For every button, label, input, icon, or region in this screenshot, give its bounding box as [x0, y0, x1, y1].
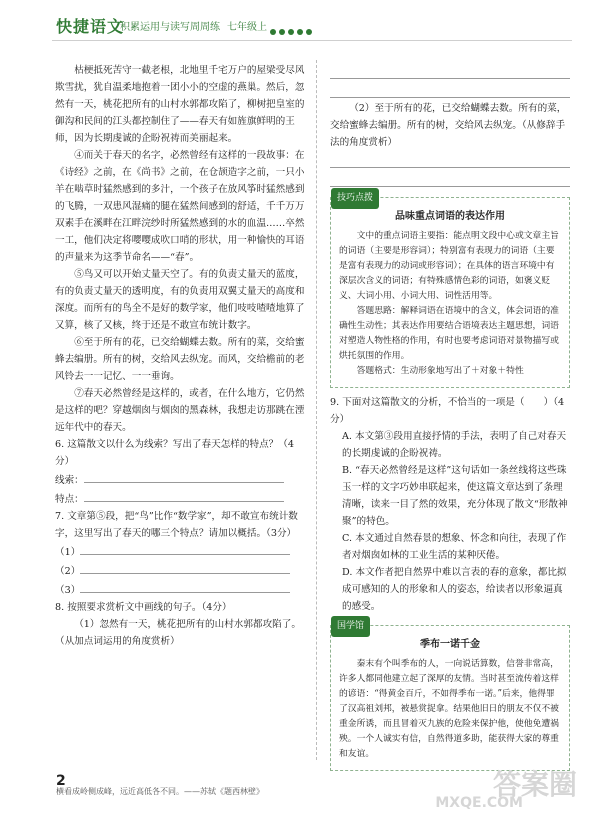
column-divider [316, 60, 318, 760]
guoxue-text: 秦末有个叫季布的人，一向说话算数，信誉非常高，许多人都同他建立起了深厚的友情。当时甚至流传着这样的谚语：“得黄金百斤，不如得季布一诺。”后来，他得罪了汉高祖刘邦，被悬赏捉拿。结果他旧日的朋友不仅不被重金所诱，而且冒着灭九族的危险来保护他，使他免遭祸殃。一个人诚实有信，自然得道多助，能获得大家的尊重和友谊。 [339, 659, 559, 759]
grade-label: 七年级上 [227, 22, 267, 33]
option-d[interactable]: D. 本文作者把自然界中难以言表的春的意象，都比拟成可感知的人的形象和人的姿态，给读者以形象逼真的感受。 [342, 567, 567, 612]
guoxue-title: 季布一诺千金 [420, 639, 480, 650]
tips-text: 答题思路：解释词语在语境中的含义，体会词语的准确性生动性；其表达作用要结合语境表达主题思想，词语对塑造人物性格的作用，有时也要考虑词语对景物描写或烘托氛围的作用。 [339, 306, 559, 361]
passage-paragraph: 枯梗抵死苦守一截老根，北地里千宅万户的屋梁受尽风欺雪扰，犹自温柔地抱着一团小小的空虚的燕巢。然后，忽然有一天，桃花把所有的山村水郭都攻陷了，柳树把皇室的御沟和民间的江头都控制住了——春天有如旌旗鲜明的王师，因为长期虔诚的企盼祝祷而美丽起来。 [55, 65, 305, 144]
answer-line[interactable] [84, 472, 284, 483]
answer-label-feature: 特点： [55, 489, 305, 508]
book-logo: 快捷语文 [56, 17, 125, 36]
dot-icon [297, 29, 303, 35]
watermark-url: MXQE.COM [435, 795, 523, 811]
option-c[interactable]: C. 本文通过自然春景的想象、怀念和向往，表现了作者对烟囱如林的工业生活的某种厌倦。 [342, 533, 567, 561]
header-divider [52, 40, 572, 41]
tips-title: 品味重点词语的表达作用 [395, 211, 505, 222]
question-6: 6. 这篇散文以什么为线索？写出了春天怎样的特点？（4分） [55, 439, 294, 467]
dot-icon [306, 29, 312, 35]
question-9: 9. 下面对这篇散文的分析，不恰当的一项是（ ）（4分） [330, 397, 565, 425]
tips-text: 答题格式：生动形象地写出了＋对象＋特性 [356, 366, 524, 376]
dot-icon [288, 29, 294, 35]
page-header [0, 0, 593, 46]
question-8: 8. 按照要求赏析文中画线的句子。（4分） [55, 602, 232, 613]
answer-line[interactable] [330, 81, 570, 98]
question-7: 7. 文章第⑤段，把“鸟”比作“数学家”，却不敢宣布统计数字，这里写出了春天的哪三个特点？请加以概括。（3分） [55, 511, 298, 539]
tips-box [330, 193, 570, 388]
guoxue-tag: 国学馆 [331, 616, 370, 637]
watermark-logo: 答案圈 [492, 768, 577, 801]
tips-tag: 技巧点拨 [331, 188, 379, 209]
passage-paragraph: ⑦春天必然曾经是这样的，或者，在什么地方，它仍然是这样的吧？穿越烟囱与烟囱的黑森林，我想走访那跳在湮远年代中的春天。 [55, 388, 305, 433]
passage-paragraph: ⑤鸟又可以开始丈量天空了。有的负责丈量天的蓝度，有的负责丈量天的透明度，有的负责用双翼丈量天的高度和深度。而所有的鸟全不是好的数学家，他们吱吱喳喳地算了又算，核了又核，终于还是不敢宣布统计数字。 [55, 269, 305, 331]
answer-line[interactable] [80, 563, 290, 574]
dot-icon [270, 29, 276, 35]
answer-line[interactable] [330, 170, 570, 187]
answer-7-1: （1） [55, 542, 305, 561]
header-dots [270, 20, 315, 39]
guoxue-box [330, 621, 570, 771]
left-column [55, 62, 305, 650]
tips-text: 文中的重点词语主要指：能点明文段中心或文章主旨的词语（主要是形容词）；特别富有表现力的词语（主要是富有表现力的动词或形容词）；在具体的语言环境中有深层次含义的词语；有特殊感情色彩的词语，如褒义贬义、大词小用、小词大用、词性活用等。 [339, 231, 559, 301]
answer-line[interactable] [80, 582, 290, 593]
passage-paragraph: ④而关于春天的名字，必然曾经有这样的一段故事：在《诗经》之前，在《尚书》之前，在仓颉造字之前，一只小羊在啮草时猛然感到的多汁，一个孩子在放风筝时猛然感到的飞腾，一双患风湿痛的腿在猛然间感到的舒适，千千万万双素手在溪畔在江畔浣纱时所猛然感到的水的血温……卒然一工，他们决定将嘤嘤成吹口哨的形状，用一种愉快的耳语的声量来为这季节命名——“春”。 [55, 150, 305, 263]
answer-7-3: （3） [55, 580, 305, 599]
question-8-1: （1）忽然有一天，桃花把所有的山村水郭都攻陷了。（从加点词运用的角度赏析） [55, 619, 301, 647]
answer-line[interactable] [330, 151, 570, 168]
passage-paragraph: ⑥至于所有的花，已交给蝴蝶去数。所有的菜，交给蜜蜂去编册。所有的树，交给风去纵宠。而风，交给檐前的老风铃去一一记忆、一一垂询。 [55, 337, 305, 382]
answer-7-2: （2） [55, 561, 305, 580]
book-subtitle: 积累运用与读写周周练 [120, 22, 220, 33]
dot-icon [279, 29, 285, 35]
page-number: 2 [56, 773, 66, 789]
answer-line[interactable] [80, 544, 290, 555]
right-column [330, 62, 570, 777]
footer-quote: 横看成岭侧成峰，远近高低各不同。——苏轼《题西林壁》 [56, 787, 264, 796]
option-a[interactable]: A. 本文第③段用直接抒情的手法，表明了自己对春天的长期虔诚的企盼祝祷。 [342, 431, 567, 459]
answer-line[interactable] [330, 62, 570, 79]
question-8-2: （2）至于所有的花，已交给蝴蝶去数。所有的菜，交给蜜蜂去编册。所有的树，交给风去纵宠。（从修辞手法的角度赏析） [330, 103, 567, 148]
answer-label-clue: 线索： [55, 470, 305, 489]
option-b[interactable]: B. “春天必然曾经是这样”这句话如一条丝线将这些珠玉一样的文字巧妙串联起来，使这篇文章达到了条理清晰，读来一目了然的效果，充分体现了散文“形散神聚”的特色。 [342, 465, 568, 527]
answer-line[interactable] [84, 491, 284, 502]
